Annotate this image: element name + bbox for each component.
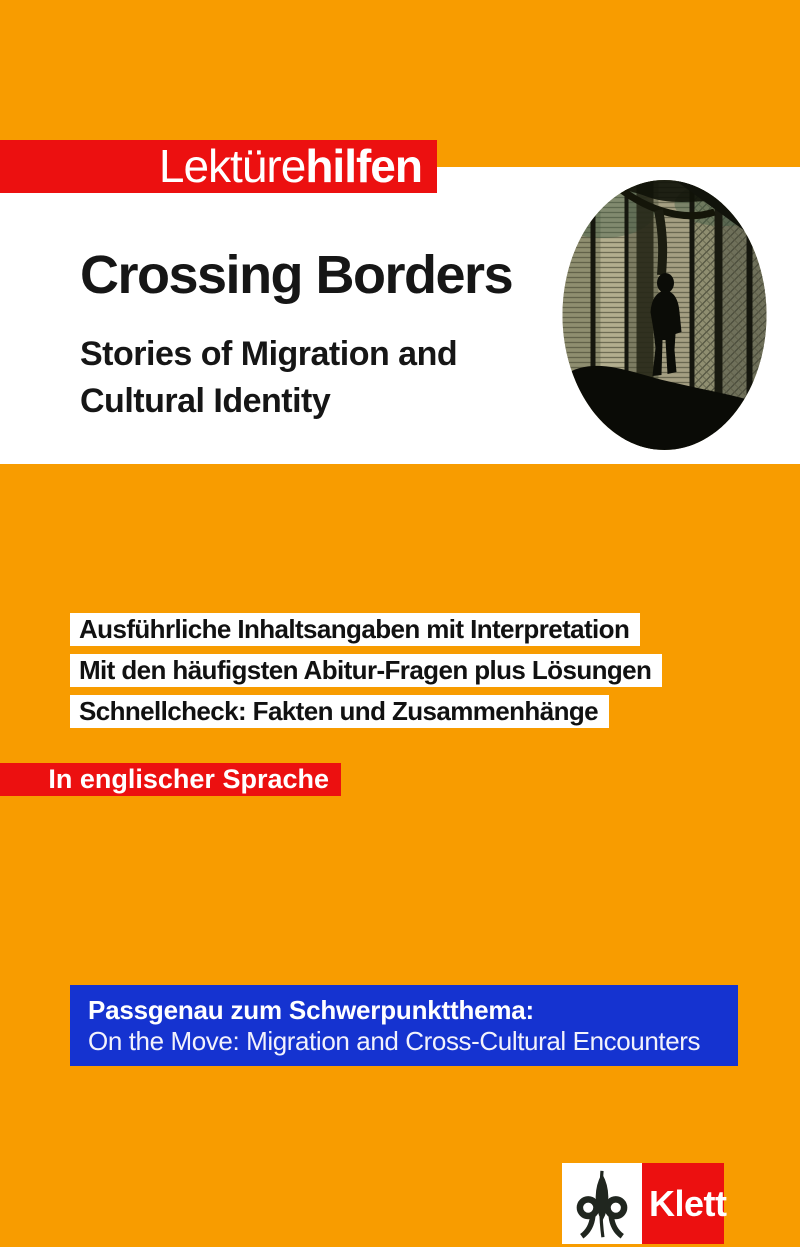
topic-heading: Passgenau zum Schwerpunktthema: — [88, 995, 535, 1025]
feature-strip-1: Ausführliche Inhaltsangaben mit Interpretation — [70, 613, 640, 646]
book-title: Crossing Borders — [80, 245, 513, 305]
silhouette-figure-at-border-fence-photo — [562, 180, 767, 450]
series-name-bold: hilfen — [305, 140, 422, 192]
klett-chestnut-leaf-icon — [574, 1169, 630, 1239]
publisher-name: Klett — [642, 1163, 724, 1244]
book-subtitle — [80, 331, 457, 425]
feature-strip-2: Mit den häufigsten Abitur-Fragen plus Lösungen — [70, 654, 662, 687]
klett-logo-symbol-box — [562, 1163, 642, 1244]
subtitle-line-1: Stories of Migration and — [80, 335, 458, 373]
feature-strip-3: Schnellcheck: Fakten und Zusammenhänge — [70, 695, 609, 728]
series-name-regular: Lektüre — [158, 140, 306, 192]
publisher-logo — [562, 1163, 727, 1244]
topic-box — [70, 985, 738, 1066]
feature-list — [70, 613, 662, 736]
series-banner — [0, 140, 437, 193]
language-banner: In englischer Sprache — [0, 763, 341, 796]
subtitle-line-2: Cultural Identity — [80, 382, 331, 420]
topic-theme: On the Move: Migration and Cross-Cultural Encounters — [88, 1026, 701, 1056]
